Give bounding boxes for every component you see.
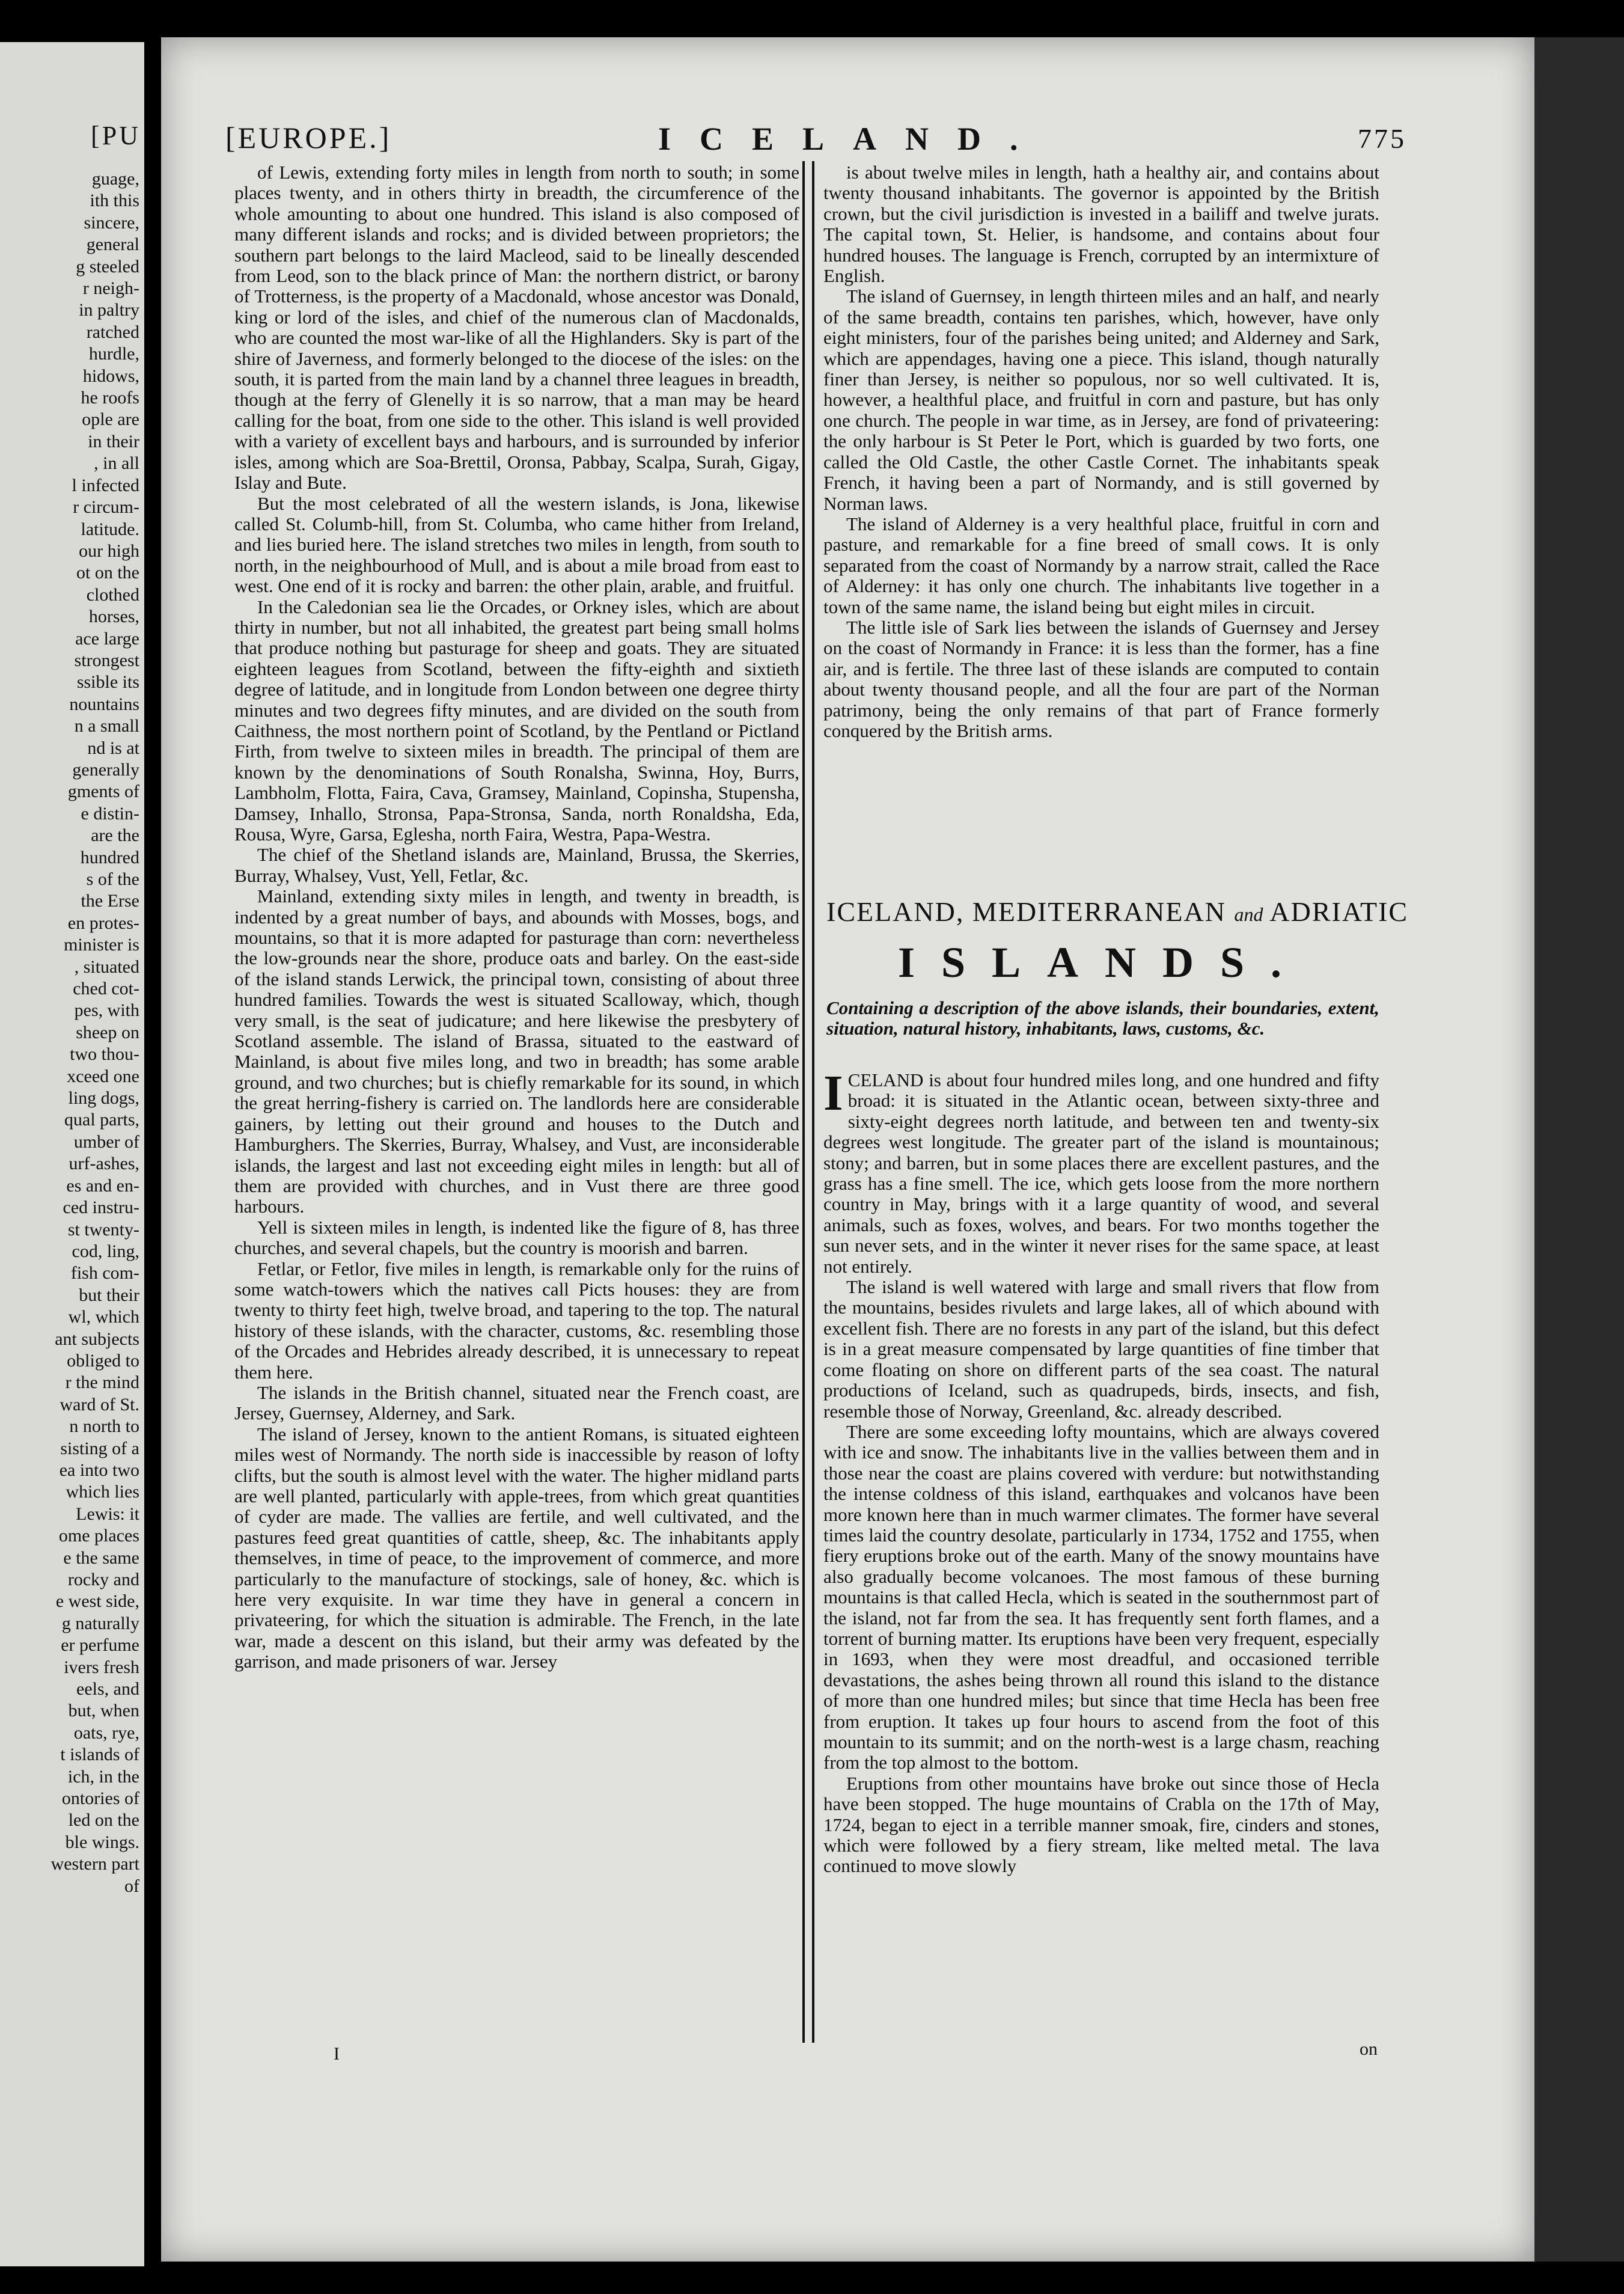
facing-page-line: ratched	[86, 322, 139, 342]
paragraph: is about twelve miles in length, hath a healthy air, and contains about twenty thousand inhabitants. The governor is appointed by the British crown, but the civil jurisdiction is invested in a bailiff and twelve jurats. The capital town, St. Helier, is handsome, and contains about four hundred houses. The language is French, corrupted by an intermixture of English.	[823, 162, 1379, 287]
facing-page-line: eels, and	[76, 1679, 139, 1699]
facing-page-line: are the	[91, 825, 139, 846]
facing-page-line: t islands of	[60, 1745, 139, 1765]
facing-page-line: en protes-	[67, 913, 139, 933]
paragraph: The little isle of Sark lies between the islands of Guernsey and Jersey on the coast of Normandy in France: it is less than the former, has a fine air, and is fertile. The three last of these islands are computed to contain about twenty thousand people, and all the four are part of the Norman patrimony, being the only remains of that part of France formerly conquered by the British arms.	[823, 616, 1379, 741]
facing-page-line: ivers fresh	[64, 1657, 139, 1677]
facing-page-line: ched cot-	[73, 979, 139, 999]
facing-page-line: hidows,	[82, 366, 139, 386]
drop-cap: I	[823, 1065, 843, 1121]
facing-page-line: sisting of a	[60, 1438, 139, 1458]
facing-page-line: ced instru-	[63, 1197, 139, 1218]
facing-page-line: r circum-	[73, 497, 139, 518]
page-number: 775	[1358, 123, 1406, 154]
facing-page-line: cod, ling,	[72, 1241, 139, 1261]
facing-page-text	[1, 168, 139, 1897]
facing-page-line: the Erse	[81, 891, 139, 911]
facing-page-line: ssible its	[76, 672, 139, 693]
facing-page-line: guage,	[91, 169, 139, 189]
facing-page-line: clothed	[86, 584, 139, 605]
facing-page-line: urf-ashes,	[69, 1154, 139, 1174]
running-head	[225, 120, 1406, 162]
facing-page-line: hurdle,	[88, 344, 139, 364]
facing-page-line: Lewis: it	[76, 1503, 139, 1524]
facing-page-line: sheep on	[76, 1022, 139, 1042]
facing-page-line: ling dogs,	[68, 1088, 139, 1109]
paragraph: Fetlar, or Fetlor, five miles in length, is remarkable only for the ruins of some watch-towers which the natives call Picts houses: they are from twenty to thirty feet high, twelve broad, and tapering to the top. The natural history of these islands, with the character, customs, &c. resembling those of the Orcades and Hebrides already described, it is unnecessary to repeat them here.	[234, 1258, 799, 1383]
facing-page-line: of	[124, 1876, 139, 1896]
facing-page-line: latitude.	[81, 519, 139, 539]
facing-page-line: in their	[88, 431, 139, 451]
facing-page-line: rocky and	[67, 1570, 139, 1589]
section-heading	[826, 896, 1409, 928]
facing-page-line: ith this	[90, 191, 139, 211]
facing-page-line: r the mind	[65, 1372, 139, 1393]
paragraph: There are some exceeding lofty mountains, which are always covered with ice and snow. The inhabitants live in the vallies between them and in those near the coast are plains covered with verdure: but notwithstanding the intense coldness of this island, earthquakes and volcanos have been more known here than in much warmer climates. The former have several times laid the country desolate, particularly in 1734, 1752 and 1755, when fiery eruptions broke out of the earth. Many of the snowy mountains have also gradually become volcanoes. The most famous of these burning mountains is that called Hecla, which is seated in the southernmost part of the island, not far from the sea. It has frequently sent forth flames, and a torrent of burning matter. Its eruptions have been very frequent, especially in 1693, when they were most dreadful, and occasioned terrible devastations, the ashes being thrown all round this island to the distance of more than one hundred miles; but since that time Hecla has been free from eruption. It takes up four hours to ascend from the foot of this mountain to its summit; and on the north-west is a large chasm, reaching from the top almost to the bottom.	[823, 1421, 1379, 1773]
facing-page-heading: [PU	[91, 121, 141, 150]
column-divider	[802, 161, 814, 2043]
facing-page-line: qual parts,	[64, 1110, 139, 1130]
facing-page-line: nountains	[69, 694, 139, 714]
paragraph: The island of Guernsey, in length thirteen miles and an half, and nearly of the same breadth, contains ten parishes, which, however, have only eight ministers, four of the parishes being united; and Alderney and Sark, which are appendages, having one a piece. This island, though naturally finer than Jersey, is neither so populous, nor so well cultivated. It is, however, a healthful place, and fruitful in corn and pasture, but has only one church. The people in war time, as in Jersey, are fond of privateering: the only harbour is St Peter le Port, which is guarded by two forts, one called the Old Castle, the other Castle Cornet. The inhabitants speak French, it having been a part of Normandy, and is still governed by Norman laws.	[823, 286, 1379, 514]
facing-page-line: ople are	[82, 409, 139, 430]
facing-page-line: e the same	[63, 1547, 139, 1568]
facing-page-line: ontories of	[61, 1788, 139, 1809]
iceland-first-text: CELAND is about four hundred miles long, and one hundred and fifty broad: it is situated in the Atlantic ocean, between sixty-three and sixty-eight degrees north latitude, and between ten and twenty-six degrees west longitude. The greater part of the island is mountainous; stony; and barren, but in some places there are excellent pastures, and the grass has a fine smell. The ice, which gets loose from the more northern country in May, brings with it a large quantity of wood, and several animals, such as foxes, wolves, and bears. For two months together the sun never sets, and in the winter it never rises for the same space, at least not entirely.	[823, 1069, 1379, 1277]
facing-page-line: r neigh-	[82, 278, 139, 299]
section-heading-a: ICELAND, MEDITERRANEAN	[826, 896, 1226, 927]
page-edge-shadow	[1534, 37, 1624, 2262]
facing-page-line: oats, rye,	[73, 1722, 139, 1743]
facing-page-line: n a small	[74, 716, 139, 736]
facing-page-line: es and en-	[66, 1175, 139, 1196]
paragraph: The island of Jersey, known to the antient Romans, is situated eighteen miles west of Normandy. The north side is inaccessible by reason of lofty clifts, but the south is almost level with the water. The higher midland parts are well planted, particularly with apple-trees, from which great quantities of cyder are made. The vallies are fertile, and well cultivated, and the pastures feed great quantities of cattle, sheep, &c. The inhabitants apply themselves, in time of peace, to the improvement of commerce, and more particularly to the manufacture of stockings, sale of honey, &c. which is here very exquisite. In war time they have in general a concern in privateering, for which the situation is admirable. The French, in the late war, made a descent on this island, but their army was defeated by the garrison, and made prisoners of war. Jersey	[234, 1423, 799, 1672]
facing-page-line: but their	[79, 1285, 139, 1305]
facing-page-line: hundred	[80, 847, 139, 867]
right-column-main	[823, 1065, 1379, 1877]
facing-page-line: ich, in the	[67, 1766, 139, 1787]
facing-page-line: er perfume	[61, 1635, 139, 1656]
facing-page-line: l infected	[72, 475, 139, 495]
facing-page-line: in paltry	[79, 300, 139, 320]
paragraph: The island of Alderney is a very healthful place, fruitful in corn and pasture, and remarkable for a fine breed of small cows. It is only separated from the coast of Normandy by a narrow strait, called the Race of Alderney: it has only one church. The inhabitants live together in a town of the same name, the island being but eight miles in circuit.	[823, 513, 1379, 617]
catchword: on	[1360, 2039, 1378, 2059]
facing-page-line: g naturally	[61, 1613, 139, 1633]
signature-mark: I	[334, 2044, 340, 2064]
facing-page-line: , situated	[74, 956, 139, 977]
facing-page-line: s of the	[86, 869, 139, 889]
facing-page-line: gments of	[67, 781, 139, 802]
facing-page-line: sincere,	[84, 212, 139, 233]
facing-page-line: ace large	[75, 628, 139, 649]
facing-page-line: but, when	[68, 1701, 139, 1721]
paragraph: The islands in the British channel, situated near the French coast, are Jersey, Guernsey, Alderney, and Sark.	[234, 1381, 799, 1424]
running-head-title: ICELAND.	[658, 121, 1047, 157]
facing-page-line: ant subjects	[55, 1329, 139, 1349]
facing-page-line: ome places	[58, 1526, 139, 1546]
section-heading-and: and	[1234, 904, 1263, 925]
facing-page-line: western part	[50, 1854, 139, 1874]
facing-page-line: st twenty-	[67, 1219, 139, 1240]
paragraph: In the Caledonian sea lie the Orcades, or Orkney isles, which are about thirty in number, but not all inhabited, the greatest part being small holms that produce nothing but pasturage for sheep and goats. They are situated eighteen leagues from Scotland, between the fifty-eighth and sixtieth degree of latitude, and in longitude from London between one degree thirty minutes and two degrees fifty minutes, and are divided on the south from Caithness, the most northern point of Scotland, by the Pentland or Pictland Firth, from twelve to sixteen miles in breadth. The principal of them are known by the denominations of South Ronalsha, Swinna, Hoy, Burrs, Lambholm, Flotta, Faira, Cava, Gramsey, Mainland, Copinsha, Stupensha, Damsey, Inhallo, Stronsa, Papa-Stronsa, Sanda, north Ronaldsha, Eda, Rousa, Wyre, Garsa, Eglesha, north Faira, Westra, Papa-Westra.	[234, 596, 799, 845]
facing-page-line: which lies	[66, 1482, 139, 1502]
section-summary: Containing a description of the above islands, their boundaries, extent, situation, natural history, inhabitants, laws, customs, &c.	[826, 997, 1379, 1039]
facing-page-line: umber of	[73, 1131, 139, 1152]
facing-page-fragment	[0, 42, 144, 2266]
facing-page-line: xceed one	[67, 1066, 139, 1086]
facing-page-line: obliged to	[67, 1350, 139, 1371]
facing-page-line: generally	[72, 759, 139, 780]
facing-page-line: horses,	[88, 607, 139, 627]
facing-page-line: led on the	[68, 1810, 139, 1831]
iceland-first-paragraph	[823, 1065, 1379, 1277]
paragraph: Mainland, extending sixty miles in length, and twenty in breadth, is indented by a great number of bays, and abounds with Mosses, bogs, and mountains, so that it is more adapted for pasturage than corn: nevertheless the low-grounds near the shore, produce oats and barley. On the east-side of the island stands Lerwick, the principal town, consisting of about three hundred families. Towards the west is situated Scalloway, which, though very small, is the seat of judicature; and here likewise the presbytery of Scotland assemble. The island of Brassa, situated to the eastward of Mainland, is about five miles long, and two in breadth; has some arable ground, and two churches; but is chiefly remarkable for its sound, in which the great herring-fishery is carried on. The landlords here are considerable gainers, by letting out their ground and houses to the Dutch and Hamburghers. The Skerries, Burray, Whalsey, and Vust, are inconsiderable islands, the largest and last not exceeding eight miles in length: but all of them are provided with churches, and in Vust there are three good harbours.	[234, 885, 799, 1217]
facing-page-line: two thou-	[70, 1044, 139, 1065]
facing-page-line: wl, which	[68, 1307, 139, 1327]
left-column	[234, 162, 799, 1672]
section-heading-b: ADRIATIC	[1269, 896, 1409, 927]
facing-page-line: ot on the	[76, 563, 139, 583]
facing-page-line: general	[86, 234, 139, 255]
paragraph: of Lewis, extending forty miles in length from north to south; in some places twenty, and in others thirty in breadth, the circumference of the whole amounting to about one hundred. This island is also composed of many different islands and rocks; and is divided between proprietors; the southern part belongs to the laird Macleod, said to be lineally descended from Leod, son to the black prince of Man: the northern district, or barony of Trotterness, is the property of a Macdonald, whose ancestor was Donald, king or lord of the isles, and chief of the numerous clan of Macdonalds, who are counted the most war-like of all the Highlanders. Sky is part of the shire of Javerness, and formerly belonged to the diocese of the isles: on the south, it is parted from the main land by a channel three leagues in breadth, though at the ferry of Glenelly it is so narrow, that a man may be heard calling for the boat, from one side to the other. This island is well provided with a variety of excellent bays and harbours, and is surrounded by inferior isles, among which are Soa-Brettil, Oronsa, Pabbay, Scalpa, Surah, Gigay, Islay and Bute.	[234, 162, 799, 494]
paragraph: Yell is sixteen miles in length, is indented like the figure of 8, has three churches, and several chapels, but the country is moorish and barren.	[234, 1216, 799, 1259]
facing-page-line: strongest	[74, 650, 139, 670]
facing-page-line: , in all	[94, 453, 139, 474]
facing-page-line: e distin-	[81, 803, 139, 824]
paragraph: Eruptions from other mountains have broke out since those of Hecla have been stopped. The huge mountains of Crabla on the 17th of May, 1724, began to eject in a terrible manner smoak, fire, cinders and stones, which were followed by a fiery stream, like melted metal. The lava continued to move slowly	[823, 1772, 1379, 1877]
facing-page-line: n north to	[69, 1416, 139, 1437]
facing-page-line: our high	[79, 540, 139, 561]
facing-page-line: ea into two	[59, 1460, 139, 1480]
paragraph: The chief of the Shetland islands are, Mainland, Brussa, the Skerries, Burray, Whalsey, Vust, Yell, Fetlar, &c.	[234, 844, 799, 886]
facing-page-line: ble wings.	[65, 1832, 139, 1852]
facing-page-line: pes, with	[74, 1000, 139, 1021]
facing-page-line: minister is	[64, 935, 139, 955]
paragraph: The island is well watered with large and small rivers that flow from the mountains, besides rivulets and large lakes, all of which abound with excellent fish. There are no forests in any part of the island, but this defect is in a great measure compensated by large quantities of fine timber that come floating on shore on different parts of the sea coast. The natural productions of Iceland, such as quadrupeds, birds, insects, and fish, resemble those of Norway, Greenland, &c. already described.	[823, 1276, 1379, 1422]
facing-page-line: e west side,	[55, 1591, 139, 1612]
iceland-paragraphs	[823, 1277, 1379, 1877]
running-head-section: [EUROPE.]	[225, 121, 392, 154]
facing-page-line: g steeled	[76, 256, 139, 277]
facing-page-line: he roofs	[81, 388, 139, 408]
facing-page-line: ward of St.	[60, 1394, 139, 1415]
right-column-top	[823, 162, 1379, 741]
facing-page-line: fish com-	[70, 1263, 139, 1283]
paragraph: But the most celebrated of all the western islands, is Jona, likewise called St. Columb-hill, from St. Columba, who came hither from Ireland, and lies buried here. The island stretches two miles in length, from south to north, in the neighbourhood of Mull, and is about a mile broad from east to west. One end of it is rocky and barren: the other plain, arable, and fruitful.	[234, 492, 799, 597]
facing-page-line: nd is at	[87, 738, 139, 758]
section-title: ISLANDS.	[897, 938, 1308, 986]
